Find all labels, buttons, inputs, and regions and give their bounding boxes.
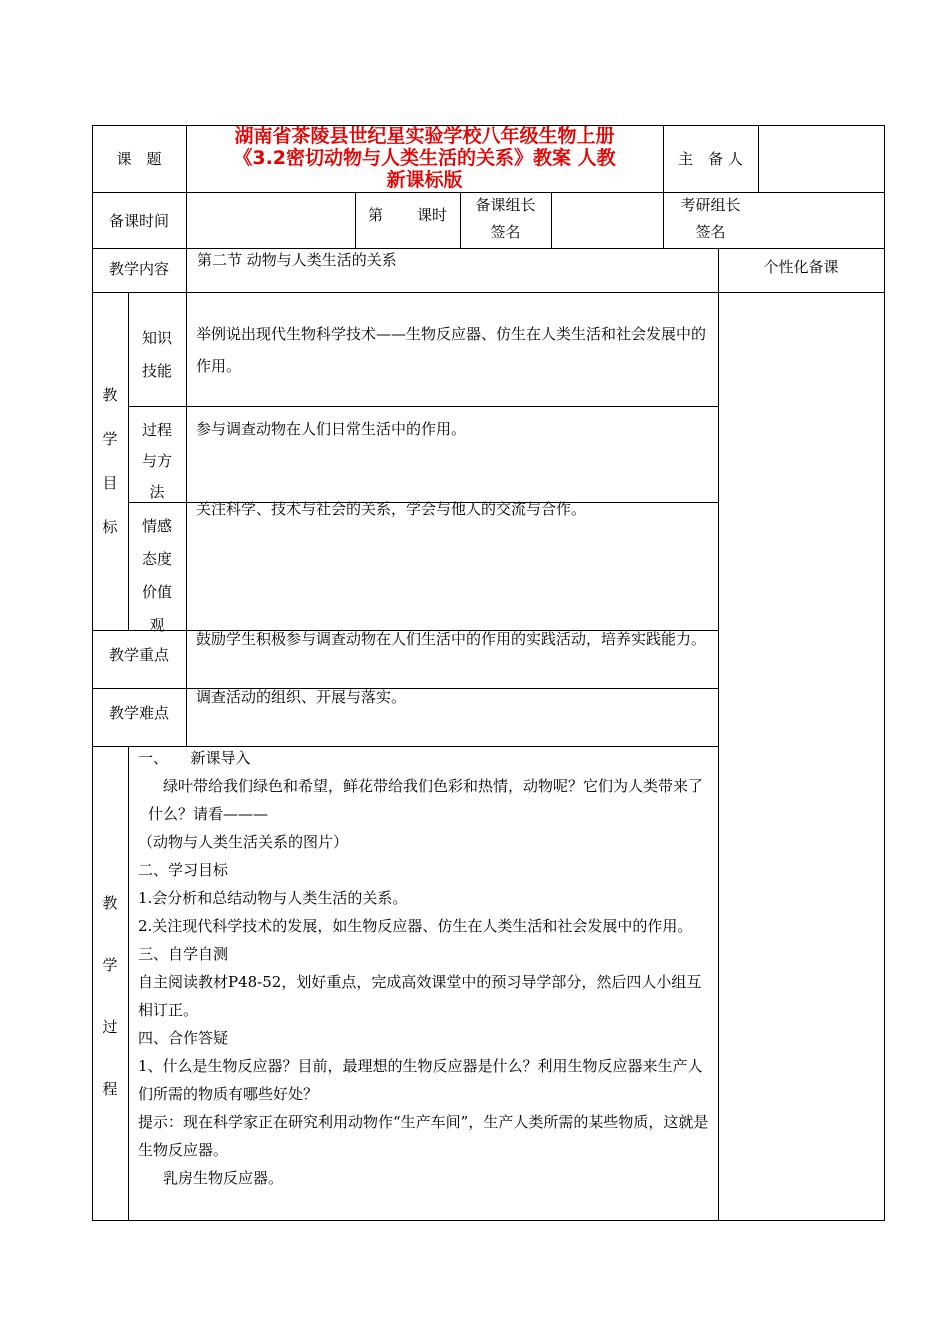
personalized-prep-label: 个性化备课 bbox=[763, 258, 839, 276]
knowledge-skill-text: 举例说出现代生物科学技术——生物反应器、仿生在人类生活和社会发展中的作用。 bbox=[196, 325, 707, 375]
emotion-attitude-label: 情感 态度 价值 观 bbox=[141, 517, 172, 634]
objectives-group-label: 教 学 目 标 bbox=[102, 386, 118, 536]
process-line: 绿叶带给我们绿色和希望，鲜花带给我们色彩和热情，动物呢？它们为人类带来了什么？请看——— bbox=[148, 777, 704, 823]
process-line: 1、什么是生物反应器？目前，最理想的生物反应器是什么？利用生物反应器来生产人们所需的物质有哪些好处？ bbox=[138, 1057, 703, 1103]
row-divider bbox=[92, 292, 885, 293]
group-leader-signature[interactable] bbox=[552, 193, 662, 247]
key-point-text: 鼓励学生积极参与调查动物在人们生活中的作用的实践活动，培养实践能力。 bbox=[196, 630, 707, 648]
key-point-label: 教学重点 bbox=[108, 646, 169, 664]
row-divider bbox=[128, 406, 718, 407]
title-line-2: 《3.2密切动物与人类生活的关系》教案 人教 bbox=[233, 147, 616, 169]
content-label: 教学内容 bbox=[108, 260, 169, 278]
process-line: 乳房生物反应器。 bbox=[148, 1169, 284, 1187]
lead-teacher-label: 主 备 人 bbox=[678, 150, 743, 168]
research-leader-signature[interactable] bbox=[759, 193, 883, 247]
process-line: 1.会分析和总结动物与人类生活的关系。 bbox=[138, 889, 408, 907]
process-section-label: 教 学 过 程 bbox=[102, 894, 118, 1098]
process-line: 一、 新课导入 bbox=[138, 749, 251, 767]
title-line-3: 新课标版 bbox=[386, 169, 463, 191]
research-leader-sign-label: 考研组长 签名 bbox=[680, 196, 741, 241]
prep-time-label: 备课时间 bbox=[108, 212, 169, 230]
lead-teacher-value[interactable] bbox=[759, 126, 883, 191]
table-border-bottom bbox=[92, 1220, 885, 1221]
prep-time-value[interactable] bbox=[187, 193, 354, 247]
process-line: 自主阅读教材P48-52，划好重点，完成高效课堂中的预习导学部分，然后四人小组互相订正。 bbox=[138, 973, 702, 1019]
content-value: 第二节 动物与人类生活的关系 bbox=[197, 251, 397, 269]
col-divider bbox=[718, 248, 719, 1221]
process-line: 三、自学自测 bbox=[138, 945, 229, 963]
emotion-attitude-text: 关注科学、技术与社会的关系，学会与他人的交流与合作。 bbox=[196, 500, 587, 518]
group-leader-sign-label: 备课组长 签名 bbox=[475, 196, 536, 241]
period-cell bbox=[355, 204, 460, 226]
process-line: 四、合作答疑 bbox=[138, 1029, 229, 1047]
topic-label: 课 题 bbox=[116, 150, 162, 168]
period-suffix: 课时 bbox=[417, 206, 448, 224]
process-line: （动物与人类生活关系的图片） bbox=[138, 833, 349, 851]
col-divider bbox=[186, 630, 187, 746]
title-line-1: 湖南省茶陵县世纪星实验学校八年级生物上册 bbox=[234, 125, 615, 147]
process-section-body bbox=[138, 744, 714, 1192]
process-method-label: 过程 与方 法 bbox=[141, 421, 172, 501]
process-line: 提示：现在科学家正在研究利用动物作“生产车间”，生产人类所需的某些物质，这就是生物反应器。 bbox=[138, 1113, 709, 1159]
col-divider bbox=[128, 746, 129, 1221]
knowledge-skill-label: 知识 技能 bbox=[141, 329, 172, 380]
page-title bbox=[186, 125, 663, 191]
process-line: 二、学习目标 bbox=[138, 861, 229, 879]
difficulty-label: 教学难点 bbox=[108, 704, 169, 722]
process-line: 2.关注现代科学技术的发展，如生物反应器、仿生在人类生活和社会发展中的作用。 bbox=[138, 917, 693, 935]
period-prefix: 第 bbox=[367, 206, 383, 224]
table-border-right bbox=[884, 125, 885, 1221]
process-method-text: 参与调查动物在人们日常生活中的作用。 bbox=[196, 420, 467, 438]
difficulty-text: 调查活动的组织、开展与落实。 bbox=[196, 688, 407, 706]
